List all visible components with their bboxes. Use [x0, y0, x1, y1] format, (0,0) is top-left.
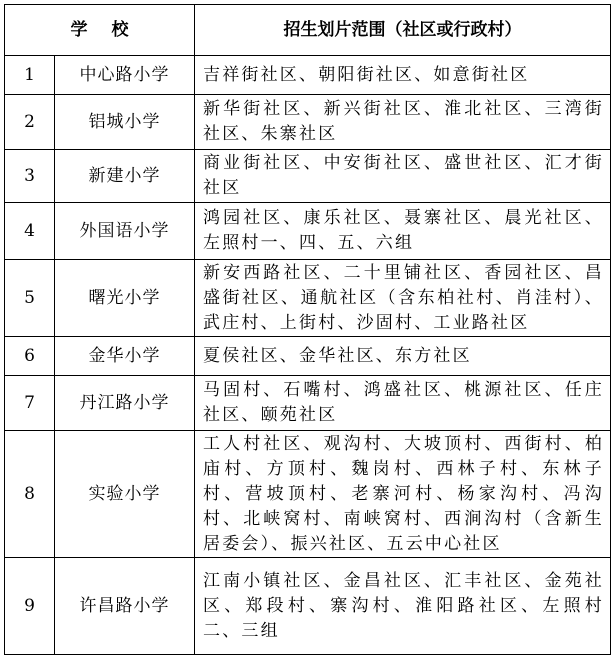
table-row	[5, 337, 611, 376]
row-number: 5	[5, 260, 55, 337]
school-name: 金华小学	[55, 337, 195, 376]
zone-area: 鸿园社区、康乐社区、聂寨社区、晨光社区、左照村一、四、五、六组	[195, 203, 611, 260]
school-name: 许昌路小学	[55, 558, 195, 655]
table-row	[5, 558, 611, 655]
school-name: 外国语小学	[55, 203, 195, 260]
zone-area: 吉祥街社区、朝阳街社区、如意街社区	[195, 56, 611, 95]
row-number: 9	[5, 558, 55, 655]
zone-area: 江南小镇社区、金昌社区、汇丰社区、金苑社区、郑段村、寨沟村、淮阳路社区、左照村二、三组	[195, 558, 611, 655]
school-name: 铝城小学	[55, 95, 195, 150]
row-number: 8	[5, 431, 55, 558]
table-row	[5, 376, 611, 431]
table-row	[5, 150, 611, 203]
table-row	[5, 56, 611, 95]
school-name: 实验小学	[55, 431, 195, 558]
row-number: 6	[5, 337, 55, 376]
school-name: 曙光小学	[55, 260, 195, 337]
school-name: 丹江路小学	[55, 376, 195, 431]
row-number: 7	[5, 376, 55, 431]
table-row	[5, 203, 611, 260]
row-number: 4	[5, 203, 55, 260]
school-name: 中心路小学	[55, 56, 195, 95]
header-area: 招生划片范围（社区或行政村）	[195, 5, 611, 56]
zone-area: 新华街社区、新兴街社区、淮北社区、三湾街社区、朱寨社区	[195, 95, 611, 150]
row-number: 3	[5, 150, 55, 203]
enrollment-zone-table	[4, 4, 611, 655]
school-name: 新建小学	[55, 150, 195, 203]
zone-area: 夏侯社区、金华社区、东方社区	[195, 337, 611, 376]
zone-area: 新安西路社区、二十里铺社区、香园社区、昌盛街社区、通航社区（含东柏社村、肖洼村）、武庄村、上街村、沙固村、工业路社区	[195, 260, 611, 337]
zone-area: 马固村、石嘴村、鸿盛社区、桃源社区、任庄社区、颐苑社区	[195, 376, 611, 431]
header-school: 学校	[5, 5, 195, 56]
table-row	[5, 95, 611, 150]
header-row	[5, 5, 611, 56]
table-row	[5, 431, 611, 558]
zone-area: 商业街社区、中安街社区、盛世社区、汇才街社区	[195, 150, 611, 203]
table-row	[5, 260, 611, 337]
zone-area: 工人村社区、观沟村、大坡顶村、西街村、柏庙村、方顶村、魏岗村、西林子村、东林子村、营坡顶村、老寨河村、杨家沟村、冯沟村、北峡窝村、南峡窝村、西涧沟村（含新生居委会）、振兴社区、五云中心社区	[195, 431, 611, 558]
row-number: 2	[5, 95, 55, 150]
row-number: 1	[5, 56, 55, 95]
